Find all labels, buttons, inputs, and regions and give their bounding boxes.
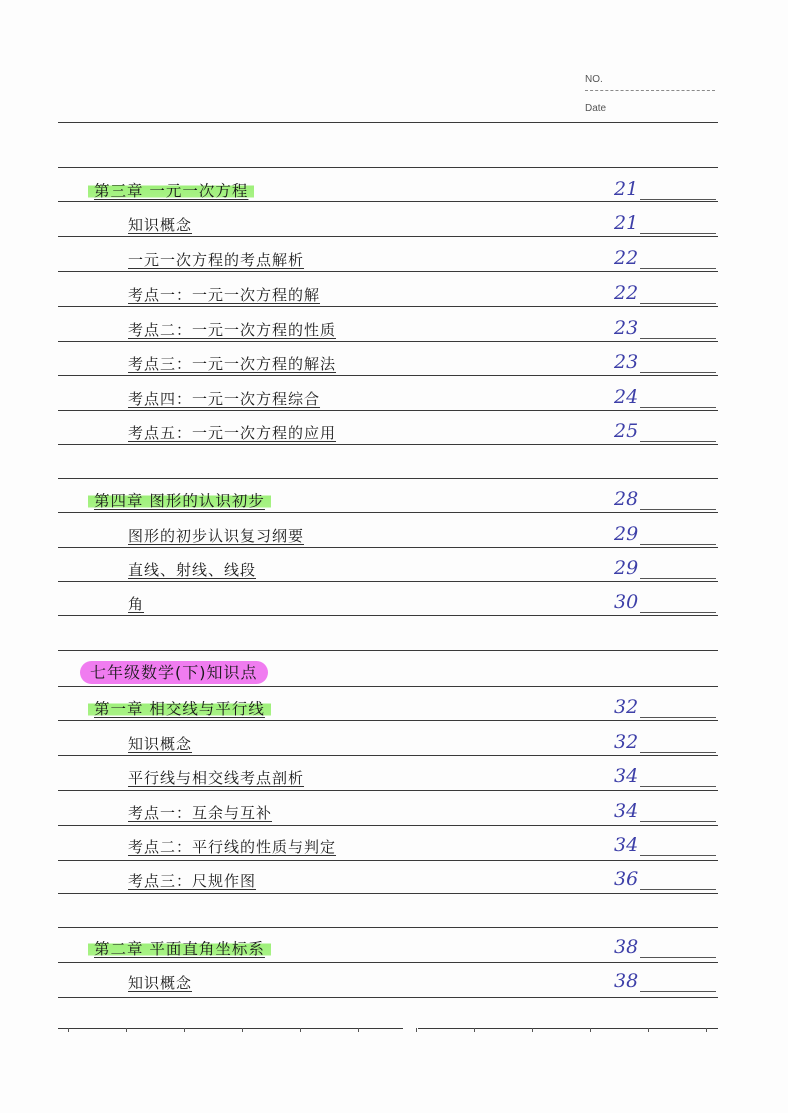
title-wrapper xyxy=(128,836,336,858)
toc-item-row xyxy=(0,731,788,761)
date-label: Date xyxy=(585,103,607,114)
ruled-line xyxy=(58,122,718,123)
page-number: 22 xyxy=(614,282,639,304)
ruler-tick xyxy=(648,1028,649,1032)
title-wrapper xyxy=(128,249,304,271)
page-blank-line xyxy=(640,233,716,234)
grade-heading-row xyxy=(0,660,788,690)
page-blank-line xyxy=(640,407,716,408)
chapter-row xyxy=(0,488,788,518)
page-number: 34 xyxy=(614,800,639,822)
page-blank-line xyxy=(640,338,716,339)
page-blank-line xyxy=(640,509,716,510)
page-number: 38 xyxy=(614,970,639,992)
ruler-tick xyxy=(242,1028,243,1032)
page-number: 23 xyxy=(614,351,639,373)
page-blank-line xyxy=(640,578,716,579)
toc-item-title: 一元一次方程的考点解析 xyxy=(128,251,305,269)
toc-item-row xyxy=(0,247,788,277)
toc-item-title: 平行线与相交线考点剖析 xyxy=(128,769,305,787)
toc-item-title: 知识概念 xyxy=(128,735,193,753)
chapter-row xyxy=(0,936,788,966)
chapter-title: 第三章 一元一次方程 xyxy=(88,182,254,200)
toc-item-row xyxy=(0,834,788,864)
title-wrapper xyxy=(128,767,304,789)
page-number: 29 xyxy=(614,523,639,545)
page-number: 25 xyxy=(614,420,639,442)
page-number: 24 xyxy=(614,386,639,408)
title-wrapper xyxy=(88,490,271,512)
chapter-title: 第四章 图形的认识初步 xyxy=(88,492,271,510)
ruled-line xyxy=(418,1028,718,1029)
ruled-line xyxy=(58,650,718,651)
page-number: 32 xyxy=(614,731,639,753)
page-number: 30 xyxy=(614,591,639,613)
toc-item-row xyxy=(0,212,788,242)
toc-item-row xyxy=(0,386,788,416)
page-blank-line xyxy=(640,441,716,442)
title-wrapper xyxy=(128,733,192,755)
toc-item-title: 角 xyxy=(128,595,145,613)
title-wrapper xyxy=(128,214,192,236)
title-wrapper xyxy=(128,559,256,581)
title-wrapper xyxy=(80,662,268,684)
page-blank-line xyxy=(640,268,716,269)
toc-item-title: 考点五：一元一次方程的应用 xyxy=(128,424,337,442)
toc-item-title: 考点二：一元一次方程的性质 xyxy=(128,321,337,339)
page-blank-line xyxy=(640,303,716,304)
title-wrapper xyxy=(88,698,271,720)
page-number: 36 xyxy=(614,868,639,890)
ruler-tick xyxy=(416,1028,417,1032)
ruler-tick xyxy=(184,1028,185,1032)
title-wrapper xyxy=(128,388,320,410)
page-blank-line xyxy=(640,786,716,787)
title-wrapper xyxy=(128,422,336,444)
title-wrapper xyxy=(128,284,320,306)
title-wrapper xyxy=(128,525,304,547)
ruler-tick xyxy=(590,1028,591,1032)
page-blank-line xyxy=(640,889,716,890)
title-wrapper xyxy=(88,180,254,202)
page-blank-line xyxy=(640,855,716,856)
title-wrapper xyxy=(128,870,256,892)
page-number: 21 xyxy=(614,178,639,200)
ruler-tick xyxy=(474,1028,475,1032)
toc-item-row xyxy=(0,317,788,347)
page-blank-line xyxy=(640,991,716,992)
title-wrapper xyxy=(128,802,272,824)
toc-item-title: 直线、射线、线段 xyxy=(128,561,257,579)
page-blank-line xyxy=(640,372,716,373)
title-wrapper xyxy=(128,353,336,375)
ruler-tick xyxy=(126,1028,127,1032)
toc-item-row xyxy=(0,351,788,381)
page-blank-line xyxy=(640,612,716,613)
page-blank-line xyxy=(640,717,716,718)
toc-item-row xyxy=(0,868,788,898)
page-blank-line xyxy=(640,752,716,753)
page-number: 23 xyxy=(614,317,639,339)
title-wrapper xyxy=(128,319,336,341)
ruler-tick xyxy=(68,1028,69,1032)
chapter-title: 第一章 相交线与平行线 xyxy=(88,700,271,718)
ruled-line xyxy=(58,478,718,479)
page-number: 32 xyxy=(614,696,639,718)
toc-item-title: 考点三：尺规作图 xyxy=(128,872,257,890)
toc-item-row xyxy=(0,970,788,1000)
ruled-line xyxy=(58,927,718,928)
ruler-tick xyxy=(358,1028,359,1032)
grade-title: 七年级数学(下)知识点 xyxy=(80,661,268,684)
title-wrapper xyxy=(88,938,271,960)
chapter-title: 第二章 平面直角坐标系 xyxy=(88,940,271,958)
toc-item-title: 知识概念 xyxy=(128,974,193,992)
ruled-line xyxy=(58,167,718,168)
toc-item-row xyxy=(0,282,788,312)
title-wrapper xyxy=(128,972,192,994)
toc-item-title: 图形的初步认识复习纲要 xyxy=(128,527,305,545)
toc-item-title: 知识概念 xyxy=(128,216,193,234)
ruler-tick xyxy=(532,1028,533,1032)
chapter-row xyxy=(0,178,788,208)
title-wrapper xyxy=(128,593,144,615)
toc-item-row xyxy=(0,420,788,450)
page-number: 38 xyxy=(614,936,639,958)
page-number: 29 xyxy=(614,557,639,579)
page-blank-line xyxy=(640,199,716,200)
toc-item-row xyxy=(0,800,788,830)
toc-item-title: 考点二：平行线的性质与判定 xyxy=(128,838,337,856)
toc-item-title: 考点四：一元一次方程综合 xyxy=(128,390,321,408)
toc-item-title: 考点三：一元一次方程的解法 xyxy=(128,355,337,373)
page-blank-line xyxy=(640,821,716,822)
toc-item-row xyxy=(0,765,788,795)
no-dotted-line xyxy=(585,90,715,91)
toc-item-row xyxy=(0,591,788,621)
toc-item-title: 考点一：互余与互补 xyxy=(128,804,273,822)
chapter-row xyxy=(0,696,788,726)
toc-item-row xyxy=(0,557,788,587)
page-number: 34 xyxy=(614,834,639,856)
page-blank-line xyxy=(640,957,716,958)
page-number: 22 xyxy=(614,247,639,269)
page-number: 34 xyxy=(614,765,639,787)
page-blank-line xyxy=(640,544,716,545)
toc-item-title: 考点一：一元一次方程的解 xyxy=(128,286,321,304)
ruled-line xyxy=(58,1028,403,1029)
no-label: NO. xyxy=(585,74,603,85)
page-number: 28 xyxy=(614,488,639,510)
toc-item-row xyxy=(0,523,788,553)
page-number: 21 xyxy=(614,212,639,234)
ruler-tick xyxy=(706,1028,707,1032)
ruler-tick xyxy=(300,1028,301,1032)
